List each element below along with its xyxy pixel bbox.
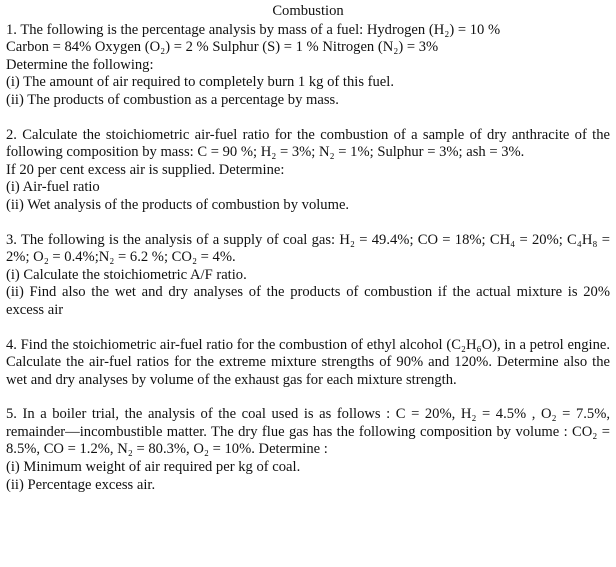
question-2 bbox=[6, 127, 610, 215]
q5-line-4: (i) Minimum weight of air required per kg of coal. bbox=[6, 459, 301, 476]
spacer bbox=[6, 110, 610, 127]
q5-line-5: (ii) Percentage excess air. bbox=[6, 476, 156, 493]
q3-paragraph-2: (ii) Find also the wet and dry analyses of the products of combustion if the actual mixture is 20% excess air bbox=[6, 284, 610, 318]
q1-line-4: (i) The amount of air required to completely burn 1 kg of this fuel. bbox=[6, 74, 394, 91]
page-title: Combustion bbox=[272, 3, 344, 19]
question-4 bbox=[6, 337, 610, 390]
q4-paragraph: 4. Find the stoichiometric air-fuel ratio for the combustion of ethyl alcohol (C₂H₆O), in a petrol engine. Calculate the air-fuel ratios for the extreme mixture strengths of 90% and 120%. Determine also the wet and dry analyses by volume of the exhaust gas for each mixture strength. bbox=[6, 336, 610, 388]
q1-line-2: Carbon = 84% Oxygen (O₂) = 2 % Sulphur (S) = 1 % Nitrogen (N₂) = 3% bbox=[6, 39, 439, 56]
q2-line-3: If 20 per cent excess air is supplied. Determine: bbox=[6, 161, 285, 178]
q1-line-5: (ii) The products of combustion as a percentage by mass. bbox=[6, 91, 339, 108]
q3-paragraph: 3. The following is the analysis of a supply of coal gas: H₂ = 49.4%; CO = 18%; CH₄ = 20%; C₄H₈ = 2%; O₂ = 0.4%;N₂ = 6.2 %; CO₂ = 4%. bbox=[6, 231, 610, 266]
spacer bbox=[6, 320, 610, 337]
q1-line-1: 1. The following is the percentage analysis by mass of a fuel: Hydrogen (H₂) = 10 % bbox=[6, 21, 501, 38]
q3-line-3: (i) Calculate the stoichiometric A/F ratio. bbox=[6, 266, 247, 283]
q2-paragraph: 2. Calculate the stoichiometric air-fuel ratio for the combustion of a sample of dry anthracite of the following composition by mass: C = 90 %; H₂ = 3%; N₂ = 1%; Sulphur = 3%; ash = 3%. bbox=[6, 126, 610, 161]
q5-paragraph: 5. In a boiler trial, the analysis of the coal used is as follows : C = 20%, H₂ = 4.5% , O₂ = 7.5%, remainder—incombustible matter. The dry flue gas has the following composition by volume : CO₂ = 8.5%, CO = 1.2%, N₂ = 80.3%, O₂ = 10%. Determine : bbox=[6, 406, 610, 458]
question-3 bbox=[6, 232, 610, 320]
q1-line-3: Determine the following: bbox=[6, 56, 154, 73]
spacer bbox=[6, 389, 610, 406]
spacer bbox=[6, 215, 610, 232]
question-5 bbox=[6, 406, 610, 494]
question-1 bbox=[6, 22, 610, 110]
q2-line-4: (i) Air-fuel ratio bbox=[6, 179, 100, 196]
q2-line-5: (ii) Wet analysis of the products of combustion by volume. bbox=[6, 196, 350, 213]
